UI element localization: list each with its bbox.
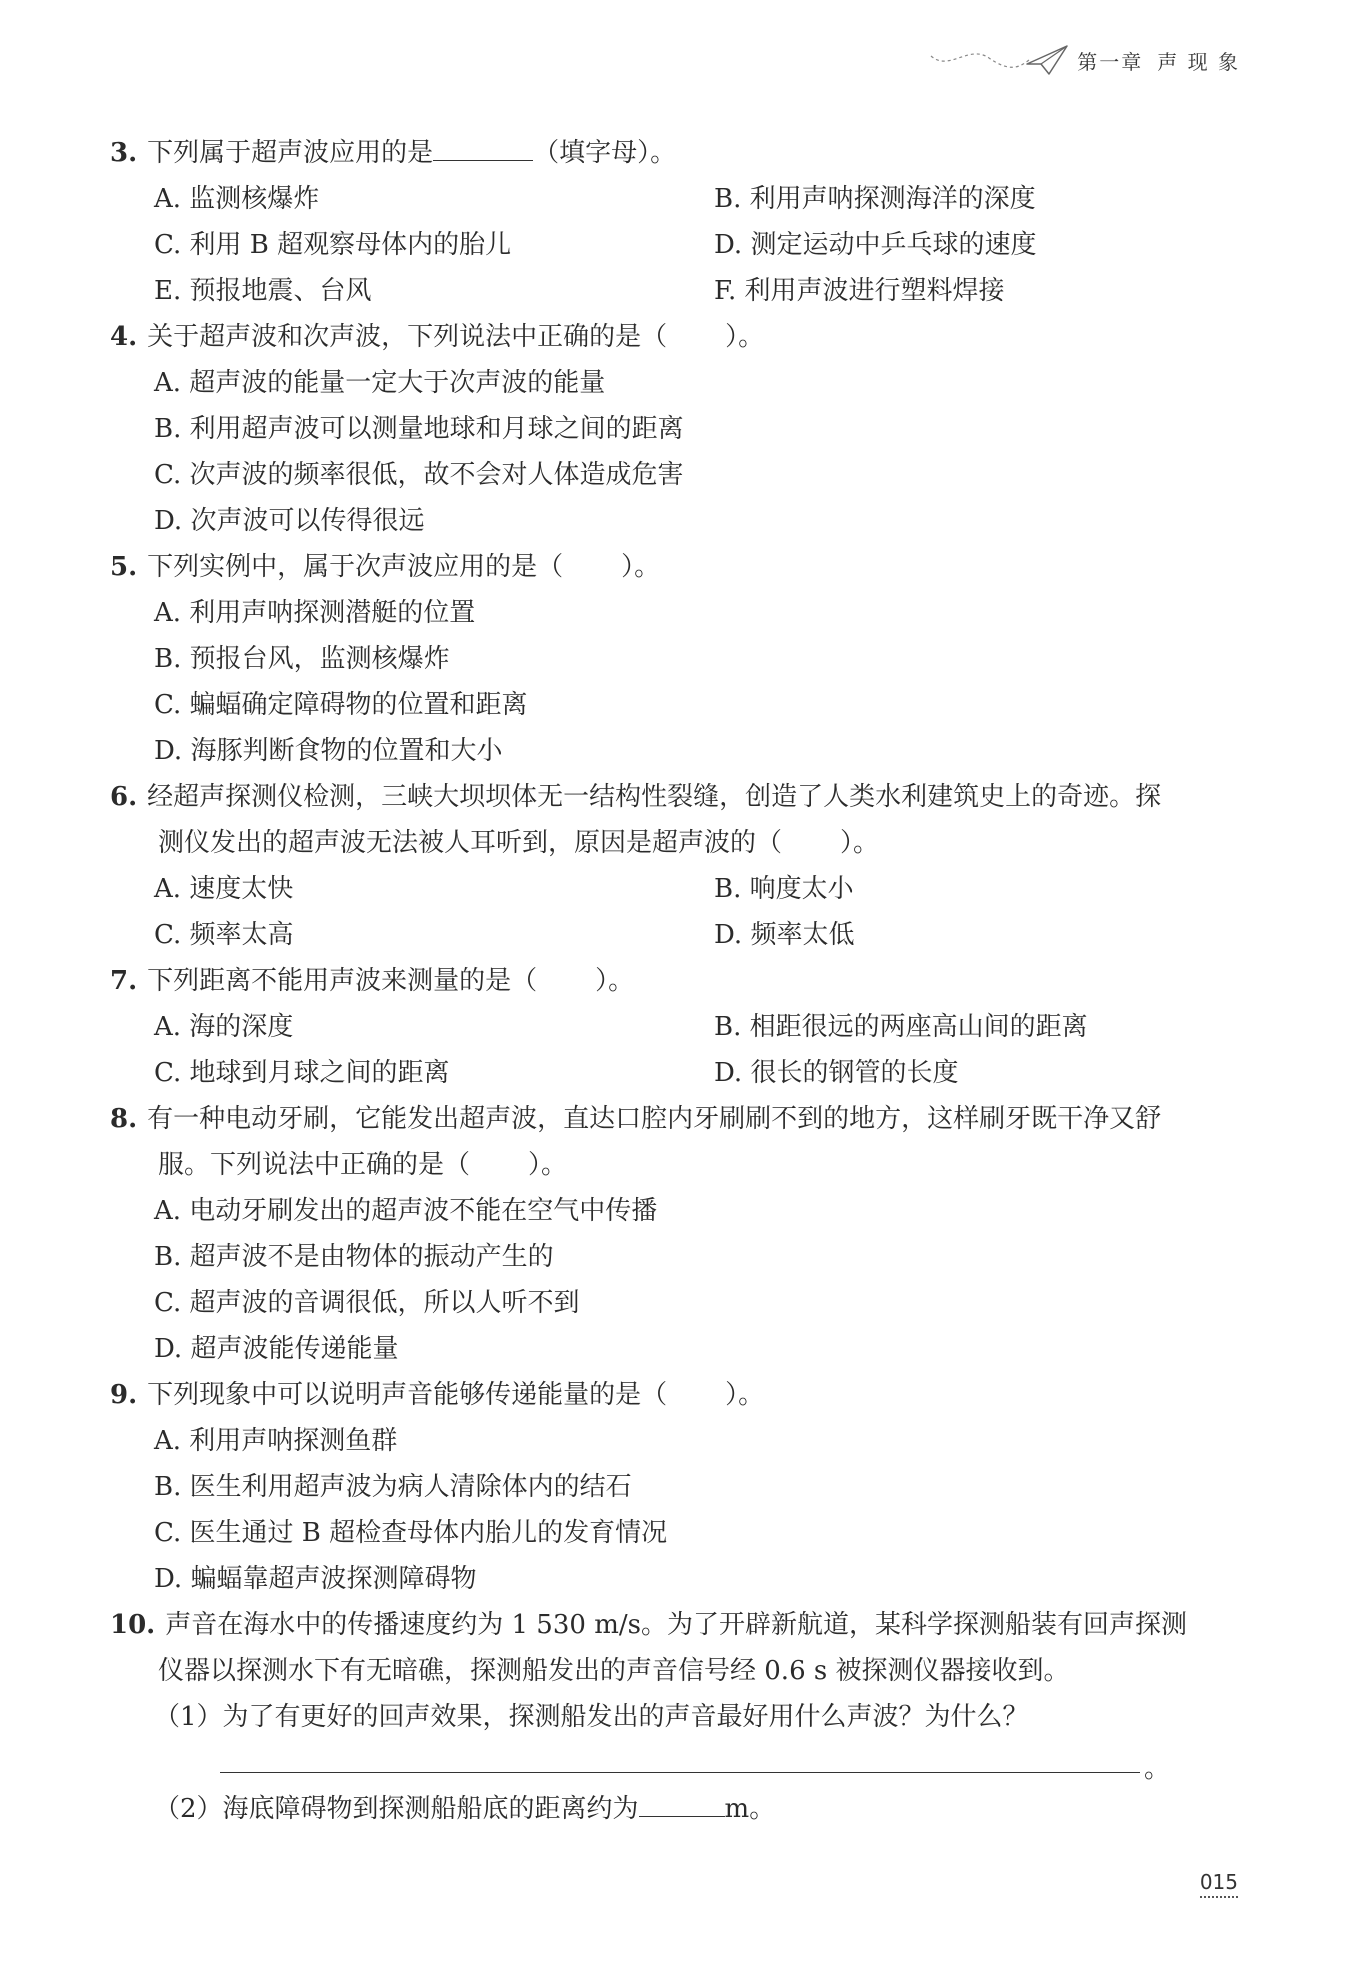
option-a[interactable]: A. 海的深度: [154, 1012, 294, 1042]
question-stem-end: ）。: [840, 828, 880, 858]
option-d[interactable]: D. 超声波能传递能量: [154, 1334, 399, 1364]
option-b[interactable]: B. 医生利用超声波为病人清除体内的结石: [154, 1472, 632, 1502]
question-stem: 经超声探测仪检测，三峡大坝坝体无一结构性裂缝，创造了人类水利建筑史上的奇迹。探: [147, 782, 1162, 812]
option-c[interactable]: C. 超声波的音调很低，所以人听不到: [154, 1288, 580, 1318]
question-stem-end: ）。: [621, 552, 661, 582]
question-stem-end: （填字母）。: [533, 138, 677, 168]
question-stem-cont: 测仪发出的超声波无法被人耳听到，原因是超声波的（: [158, 828, 783, 858]
answer-blank[interactable]: [639, 1790, 725, 1817]
option-f[interactable]: F. 利用声波进行塑料焊接: [714, 276, 1005, 306]
option-b[interactable]: B. 相距很远的两座高山间的距离: [714, 1012, 1088, 1042]
question-5: [110, 544, 1240, 774]
option-a[interactable]: A. 超声波的能量一定大于次声波的能量: [154, 368, 606, 398]
question-6: [110, 774, 1240, 958]
option-a[interactable]: A. 电动牙刷发出的超声波不能在空气中传播: [154, 1196, 658, 1226]
question-number: 5.: [110, 552, 138, 582]
option-c[interactable]: C. 频率太高: [154, 920, 294, 950]
option-c[interactable]: C. 蝙蝠确定障碍物的位置和距离: [154, 690, 528, 720]
option-c[interactable]: C. 地球到月球之间的距离: [154, 1058, 450, 1088]
option-b[interactable]: B. 利用超声波可以测量地球和月球之间的距离: [154, 414, 684, 444]
answer-blank[interactable]: [433, 134, 533, 161]
option-a[interactable]: A. 监测核爆炸: [154, 184, 320, 214]
option-d[interactable]: D. 测定运动中乒乓球的速度: [714, 230, 1037, 260]
question-7: [110, 958, 1240, 1096]
question-stem-end: ）。: [725, 322, 765, 352]
question-stem: 有一种电动牙刷，它能发出超声波，直达口腔内牙刷刷不到的地方，这样刷牙既干净又舒: [147, 1104, 1162, 1134]
question-number: 9.: [110, 1380, 138, 1410]
option-b[interactable]: B. 利用声呐探测海洋的深度: [714, 184, 1036, 214]
question-stem-end: ）。: [528, 1150, 568, 1180]
question-stem-end: ）。: [725, 1380, 765, 1410]
option-a[interactable]: A. 利用声呐探测潜艇的位置: [154, 598, 476, 628]
option-a[interactable]: A. 利用声呐探测鱼群: [154, 1426, 398, 1456]
answer-line[interactable]: [220, 1772, 1140, 1773]
option-d[interactable]: D. 很长的钢管的长度: [714, 1058, 959, 1088]
question-stem: 下列属于超声波应用的是: [147, 138, 434, 168]
question-number: 6.: [110, 782, 138, 812]
question-4: [110, 314, 1240, 544]
sub-question-2: （2）海底障碍物到探测船船底的距离约为: [154, 1794, 639, 1824]
page-number: 015: [1200, 1870, 1238, 1898]
question-number: 3.: [110, 138, 138, 168]
question-stem-cont: 仪器以探测水下有无暗礁，探测船发出的声音信号经 0.6 s 被探测仪器接收到。: [158, 1656, 1070, 1686]
sub-question-1: （1）为了有更好的回声效果，探测船发出的声音最好用什么声波？为什么？: [154, 1702, 1029, 1732]
answer-line-row: [110, 1740, 1240, 1786]
question-number: 10.: [110, 1610, 156, 1640]
question-stem-end: ）。: [595, 966, 635, 996]
answer-line-end: 。: [1144, 1754, 1171, 1784]
option-c[interactable]: C. 医生通过 B 超检查母体内胎儿的发育情况: [154, 1518, 668, 1548]
question-number: 4.: [110, 322, 138, 352]
question-stem: 声音在海水中的传播速度约为 1 530 m/s。为了开辟新航道，某科学探测船装有回声探测: [165, 1610, 1187, 1640]
question-stem: 下列距离不能用声波来测量的是（: [147, 966, 538, 996]
sub-question-2-unit: m。: [724, 1794, 776, 1824]
question-9: [110, 1372, 1240, 1602]
chapter-number: 第一章: [1077, 49, 1144, 74]
question-number: 7.: [110, 966, 138, 996]
chapter-heading: [1077, 46, 1240, 75]
paper-plane-icon: [929, 42, 1069, 78]
option-d[interactable]: D. 海豚判断食物的位置和大小: [154, 736, 503, 766]
question-8: [110, 1096, 1240, 1372]
option-b[interactable]: B. 响度太小: [714, 874, 854, 904]
option-d[interactable]: D. 蝙蝠靠超声波探测障碍物: [154, 1564, 477, 1594]
question-list: [110, 130, 1240, 1832]
option-d[interactable]: D. 频率太低: [714, 920, 855, 950]
option-c[interactable]: C. 利用 B 超观察母体内的胎儿: [154, 230, 512, 260]
question-stem: 关于超声波和次声波，下列说法中正确的是（: [147, 322, 668, 352]
option-b[interactable]: B. 预报台风，监测核爆炸: [154, 644, 450, 674]
question-stem: 下列现象中可以说明声音能够传递能量的是（: [147, 1380, 668, 1410]
page-header: [929, 40, 1240, 80]
question-10: [110, 1602, 1240, 1832]
option-c[interactable]: C. 次声波的频率很低，故不会对人体造成危害: [154, 460, 684, 490]
chapter-title: 声 现 象: [1157, 49, 1240, 74]
question-stem: 下列实例中，属于次声波应用的是（: [147, 552, 564, 582]
question-3: [110, 130, 1240, 314]
question-stem-cont: 服。下列说法中正确的是（: [158, 1150, 471, 1180]
option-e[interactable]: E. 预报地震、台风: [154, 276, 372, 306]
option-b[interactable]: B. 超声波不是由物体的振动产生的: [154, 1242, 554, 1272]
option-d[interactable]: D. 次声波可以传得很远: [154, 506, 425, 536]
option-a[interactable]: A. 速度太快: [154, 874, 294, 904]
question-number: 8.: [110, 1104, 138, 1134]
